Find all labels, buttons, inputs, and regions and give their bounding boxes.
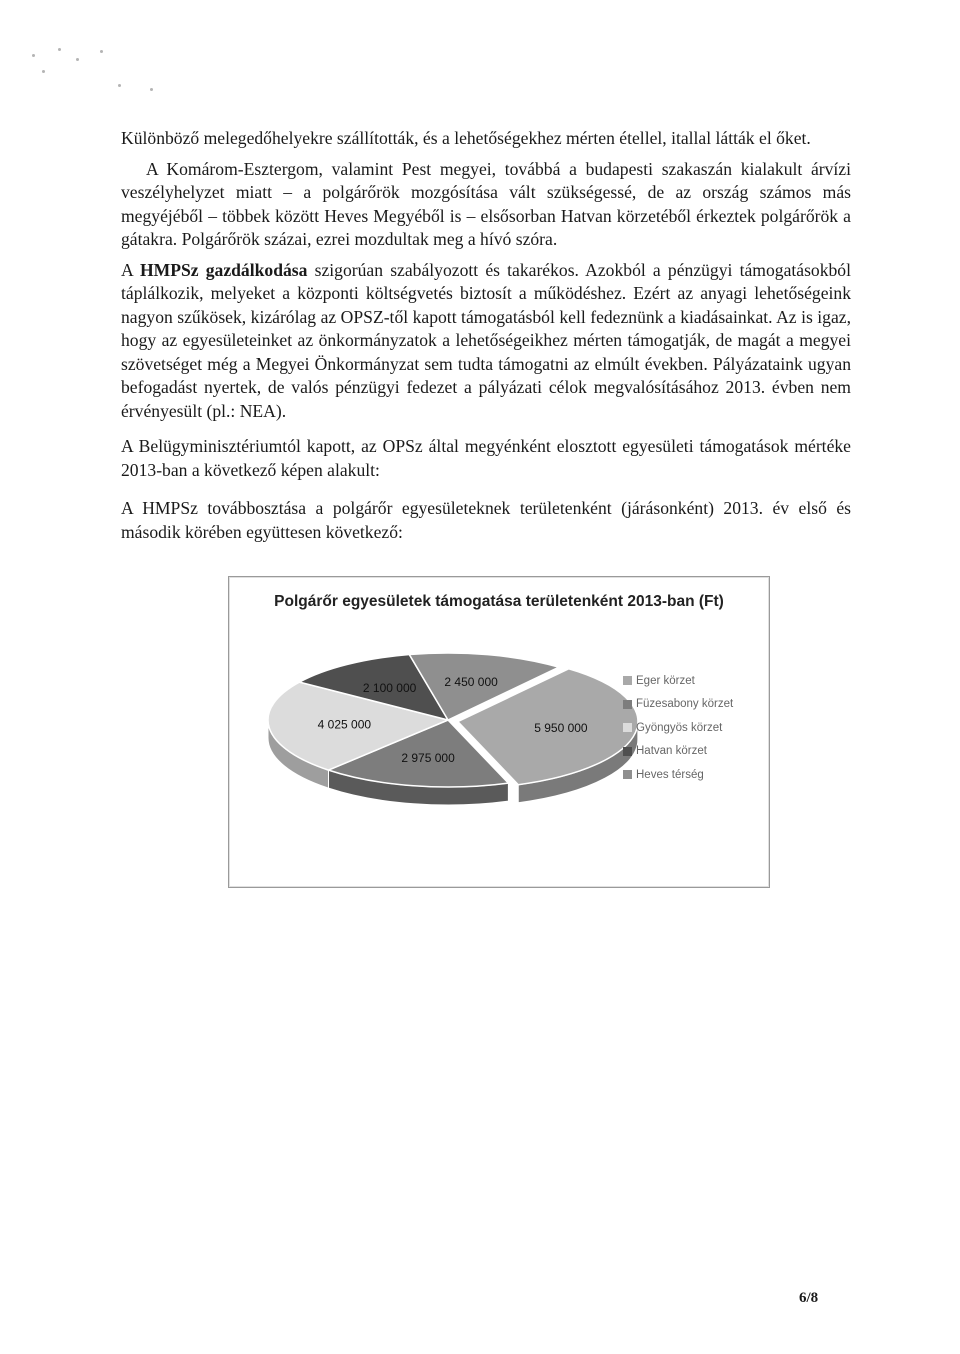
legend-label: Gyöngyös körzet bbox=[636, 721, 723, 734]
paragraph-1: Különböző melegedőhelyekre szállították, és a lehetőségekhez mérten étellel, itallal látták el őket. bbox=[121, 128, 811, 148]
pie-slice-label: 4 025 000 bbox=[317, 717, 372, 732]
legend-label: Heves térség bbox=[636, 768, 704, 781]
pie-slice-label: 2 975 000 bbox=[401, 751, 455, 766]
paragraph-3 bbox=[121, 259, 851, 424]
paragraph-4: A Belügyminisztériumtól kapott, az OPSz által megyénként elosztott egyesületi támogatások mértéke 2013-ban a következő képen alakult: bbox=[121, 436, 851, 480]
legend-swatch bbox=[623, 676, 632, 685]
legend-swatch bbox=[623, 723, 632, 732]
scan-artifacts bbox=[20, 40, 170, 100]
legend-item bbox=[623, 693, 733, 717]
paragraph-3-prefix: A bbox=[121, 259, 133, 280]
legend-item bbox=[623, 763, 733, 787]
paragraph-3-rest: szigorúan szabályozott és takarékos. Azokból a pénzügyi támogatásokból táplálkozik, melyeket a központi költségvetés biztosít a működéshez. Ezért az anyagi lehetőségeink nagyon szűkösek, kizárólag az OPSZ-től kapott támogatásból kell fedeznünk a kiadásainkat. Az is igaz, hogy az egyesületeinket az önkormányzatok a lehetőségeikhez mérten támogatják, de magát a megyei szövetséget még a Megyei Önkormányzat sem tudta támogatni az elmúlt években. Pályázataink ugyan befogadást nyertek, de valós pénzügyi fedezet a pályázati célok megvalósításához 2013. évben nem érvényesült (pl.: NEA). bbox=[121, 259, 851, 421]
pie-slice-label: 5 950 000 bbox=[534, 720, 588, 735]
legend-swatch bbox=[623, 747, 632, 756]
chart-legend bbox=[623, 669, 733, 787]
legend-label: Füzesabony körzet bbox=[636, 698, 734, 711]
legend-label: Eger körzet bbox=[636, 674, 695, 687]
chart-title: Polgárőr egyesületek támogatása területenként 2013-ban (Ft) bbox=[274, 593, 724, 610]
pie-slice-label: 2 450 000 bbox=[444, 675, 498, 690]
pie-slice-label: 2 100 000 bbox=[362, 680, 417, 695]
page-number: 6/8 bbox=[799, 1290, 819, 1306]
legend-swatch bbox=[623, 700, 632, 709]
legend-item bbox=[623, 716, 733, 740]
legend-swatch bbox=[623, 770, 632, 779]
legend-item bbox=[623, 669, 733, 693]
pie-chart bbox=[228, 576, 770, 888]
legend-label: Hatvan körzet bbox=[636, 745, 707, 758]
document-body bbox=[121, 127, 851, 544]
paragraph-3-bold: HMPSz gazdálkodása bbox=[139, 259, 308, 280]
paragraph-2: A Komárom-Esztergom, valamint Pest megyei, továbbá a budapesti szakaszán kialakult árvízi veszélyhelyzet miatt – a polgárőrök mozgósítása vált szükségessé, de az ország számos más megyéjéből – többek között Heves Megyéből is – elsősorban Hatvan körzetéből érkeztek polgárőrök a gátakra. Polgárőrök százai, ezrei mozdultak meg a hívó szóra. bbox=[121, 158, 851, 249]
legend-item bbox=[623, 740, 733, 764]
paragraph-5: A HMPSz továbbosztása a polgárőr egyesületeknek területenként (járásonként) 2013. év első és második körében együttesen következő: bbox=[121, 498, 851, 542]
